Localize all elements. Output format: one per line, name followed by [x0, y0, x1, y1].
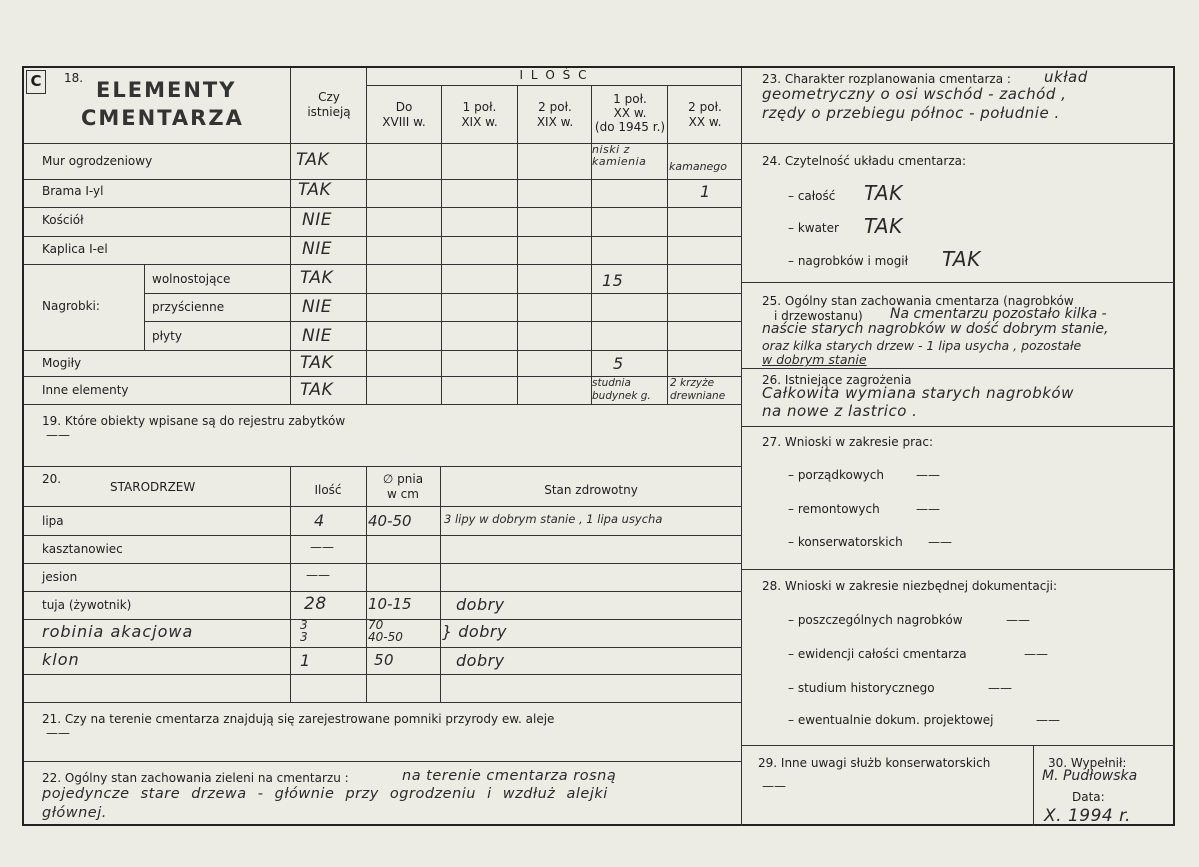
- col-header-1-xx: 1 poł. XX w. (do 1945 r.): [594, 92, 666, 134]
- q29-answer: ——: [762, 779, 786, 793]
- q30-name: M. Pudłowska: [1042, 768, 1138, 784]
- exists-column-header: Czy istnieją: [307, 90, 351, 119]
- element-label-chapel: Kaplica I-el: [42, 242, 108, 256]
- gate-2-xx: 1: [700, 182, 711, 201]
- q25-line3: oraz kilka starych drzew - 1 lipa usycha , pozostałe: [762, 338, 1082, 353]
- col-header-2-xix: 2 poł. XIX w.: [536, 100, 574, 129]
- tree-diam-tuja: 10-15: [368, 595, 412, 613]
- tree-name-lipa: lipa: [42, 514, 64, 528]
- q28-item-project: – ewentualnie dokum. projektowej: [788, 713, 994, 727]
- q27-item-renovation: – remontowych: [788, 502, 880, 516]
- tree-count-robinia: 3 3: [300, 618, 309, 644]
- element-label-gate: Brama I-yl: [42, 184, 104, 198]
- nagrobki-label: Nagrobki:: [42, 299, 100, 313]
- q20-title: STARODRZEW: [110, 480, 196, 494]
- q30-label: 30. Wypełnił:: [1048, 756, 1127, 770]
- tree-health-robinia: } dobry: [442, 622, 507, 641]
- q28-dash-records: ——: [1024, 647, 1048, 661]
- wall-2-xx: kamanego: [669, 160, 728, 173]
- q19-answer: ——: [46, 428, 70, 442]
- tree-health-lipa: 3 lipy w dobrym stanie , 1 lipa usycha: [444, 512, 663, 526]
- tree-count-jesion: ——: [306, 568, 330, 582]
- element-label-church: Kościół: [42, 213, 84, 227]
- exists-other: TAK: [300, 380, 334, 400]
- exists-wall-mounted: NIE: [302, 297, 332, 317]
- q27-item-cleanup: – porządkowych: [788, 468, 884, 482]
- tree-name-klon: klon: [42, 650, 80, 669]
- wall-1-xx: niski z kamienia: [592, 143, 647, 168]
- exists-slabs: NIE: [302, 326, 332, 346]
- q27-item-conservation: – konserwatorskich: [788, 535, 903, 549]
- freestanding-1-xx: 15: [602, 271, 624, 290]
- q25-line4: w dobrym stanie: [762, 352, 867, 367]
- element-label-slabs: płyty: [152, 329, 182, 343]
- q26-line1: Całkowita wymiana starych nagrobków: [762, 384, 1074, 402]
- record-card: [22, 66, 1175, 826]
- tree-name-tuja: tuja (żywotnik): [42, 598, 132, 612]
- q28-item-graves: – poszczególnych nagrobków: [788, 613, 963, 627]
- other-1-xx: studnia budynek g.: [592, 377, 651, 402]
- tree-diam-klon: 50: [374, 651, 395, 669]
- exists-chapel: NIE: [302, 239, 332, 259]
- tree-count-lipa: 4: [314, 511, 325, 530]
- exists-wall: TAK: [296, 150, 330, 170]
- q28-dash-graves: ——: [1006, 613, 1030, 627]
- q25-label-1: 25. Ogólny stan zachowania cmentarza (nagrobków: [762, 294, 1074, 308]
- q28-item-records: – ewidencji całości cmentarza: [788, 647, 967, 661]
- q22-line3: głównej.: [42, 805, 107, 821]
- q22-label: 22. Ogólny stan zachowania zieleni na cmentarzu :: [42, 771, 349, 785]
- element-label-freestanding: wolnostojące: [152, 272, 231, 286]
- col-header-2-xx: 2 poł. XX w.: [688, 100, 722, 129]
- q24-graves-value: TAK: [942, 247, 981, 271]
- element-label-graves: Mogiły: [42, 356, 82, 370]
- q29-label: 29. Inne uwagi służb konserwatorskich: [758, 756, 991, 770]
- q21-answer: ——: [46, 726, 70, 740]
- q27-dash-conservation: ——: [928, 535, 952, 549]
- q20-col-health: Stan zdrowotny: [544, 483, 638, 497]
- tree-name-robinia: robinia akacjowa: [42, 622, 194, 641]
- tree-count-kasztanowiec: ——: [310, 540, 334, 554]
- q24-quarters-label: – kwater: [788, 221, 839, 235]
- tree-health-tuja: dobry: [456, 595, 505, 614]
- col-header-1-xix: 1 poł. XIX w.: [461, 100, 498, 129]
- q28-item-history: – studium historycznego: [788, 681, 935, 695]
- q20-col-count: Ilość: [314, 483, 342, 497]
- q24-whole-label: – całość: [788, 189, 836, 203]
- q28-dash-history: ——: [988, 681, 1012, 695]
- exists-church: NIE: [302, 210, 332, 230]
- tree-diam-robinia: 70 40-50: [368, 618, 403, 644]
- exists-gate: TAK: [298, 180, 332, 200]
- element-label-wall-mounted: przyścienne: [152, 300, 225, 314]
- q30-date: X. 1994 r.: [1044, 806, 1131, 826]
- other-2-xx: 2 krzyże drewniane: [670, 377, 726, 402]
- q25-line2: naście starych nagrobków w dość dobrym stanie,: [762, 321, 1109, 337]
- q20-col-diameter: ∅ pnia w cm: [382, 472, 424, 501]
- q28-dash-project: ——: [1036, 713, 1060, 727]
- tree-count-tuja: 28: [304, 594, 327, 614]
- q25-line1: Na cmentarzu pozostało kilka -: [890, 306, 1107, 322]
- q24-label: 24. Czytelność układu cmentarza:: [762, 154, 967, 168]
- q23-line1: układ: [1044, 68, 1088, 86]
- exists-freestanding: TAK: [300, 268, 334, 288]
- tree-name-jesion: jesion: [42, 570, 78, 584]
- exists-graves: TAK: [300, 353, 334, 373]
- q23-line2: geometryczny o osi wschód - zachód ,: [762, 85, 1067, 103]
- q24-graves-label: – nagrobków i mogił: [788, 254, 909, 268]
- q23-label: 23. Charakter rozplanowania cmentarza :: [762, 72, 1011, 86]
- tree-name-kasztanowiec: kasztanowiec: [42, 542, 123, 556]
- q19-label: 19. Które obiekty wpisane są do rejestru zabytków: [42, 414, 346, 428]
- section-18-number: 18.: [64, 71, 84, 85]
- tree-count-klon: 1: [300, 651, 311, 670]
- tree-health-klon: dobry: [456, 651, 505, 670]
- col-header-xviii: Do XVIII w.: [382, 100, 426, 129]
- ilosc-header: I L O Ś C: [519, 68, 589, 82]
- element-label-wall: Mur ogrodzeniowy: [42, 154, 153, 168]
- q25-label-2: i drzewostanu): [774, 309, 863, 323]
- element-label-other: Inne elementy: [42, 383, 129, 397]
- graves-1-xx: 5: [613, 354, 624, 373]
- q30-date-label: Data:: [1072, 790, 1105, 804]
- q27-dash-cleanup: ——: [916, 468, 940, 482]
- q27-dash-renovation: ——: [916, 502, 940, 516]
- q20-number: 20.: [42, 472, 62, 486]
- elements-title-line1: ELEMENTY: [96, 78, 237, 102]
- q22-line1: na terenie cmentarza rosną: [402, 768, 617, 784]
- q26-line2: na nowe z lastrico .: [762, 402, 918, 420]
- elements-title-line2: CMENTARZA: [81, 106, 244, 130]
- q21-label: 21. Czy na terenie cmentarza znajdują się zarejestrowane pomniki przyrody ew. aleje: [42, 712, 555, 726]
- q26-label: 26. Istniejące zagrożenia: [762, 373, 912, 387]
- tree-diam-lipa: 40-50: [368, 512, 412, 530]
- q22-line2: pojedyncze stare drzewa - głównie przy ogrodzeniu i wzdłuż alejki: [42, 786, 608, 802]
- q24-quarters-value: TAK: [864, 214, 903, 238]
- q28-label: 28. Wnioski w zakresie niezbędnej dokumentacji:: [762, 579, 1058, 593]
- q24-whole-value: TAK: [864, 181, 903, 205]
- q27-label: 27. Wnioski w zakresie prac:: [762, 435, 934, 449]
- q23-line3: rzędy o przebiegu północ - południe .: [762, 104, 1060, 122]
- box-letter: C: [26, 70, 46, 94]
